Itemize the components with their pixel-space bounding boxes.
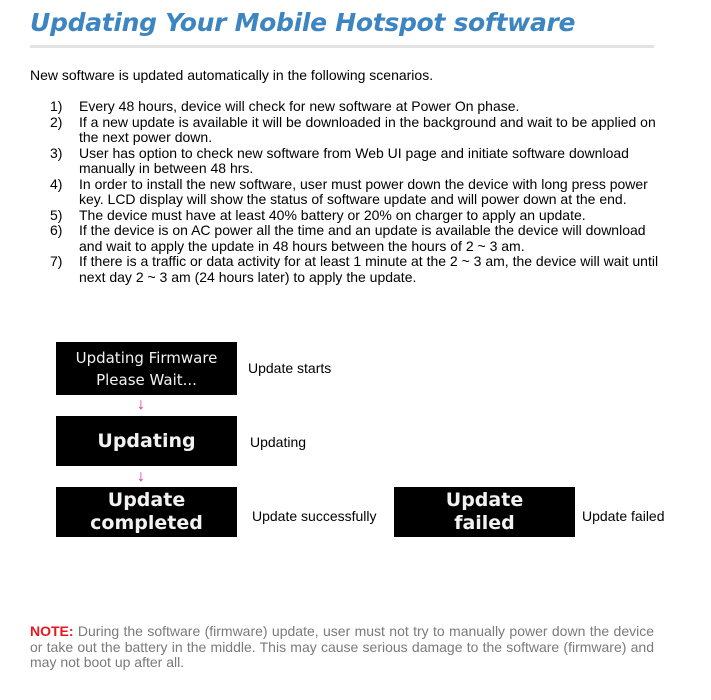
intro-text: New software is updated automatically in the following scenarios. [30, 67, 434, 83]
list-text: If there is a traffic or data activity for at least 1 minute at the 2 ~ 3 am, the device will wait until next day 2 ~ 3 am (24 hours later) to apply the update. [79, 253, 659, 285]
list-number: 4) [50, 175, 63, 192]
warning-note [30, 624, 654, 671]
list-text: The device must have at least 40% battery or 20% on charger to apply an update. [79, 206, 586, 223]
lcd-line-2: completed [90, 512, 203, 534]
caption-updating: Updating [250, 434, 307, 450]
list-item [50, 177, 670, 208]
lcd-line-2: Please Wait... [96, 370, 197, 389]
list-item [50, 115, 670, 146]
list-item [50, 208, 670, 224]
lcd-screen-update-starts [56, 342, 237, 395]
title-divider [30, 45, 654, 48]
caption-update-starts: Update starts [248, 360, 332, 376]
arrow-down-icon: ↓ [137, 468, 145, 485]
list-number: 3) [50, 144, 63, 161]
lcd-screen-updating [56, 416, 237, 466]
note-text: During the software (firmware) update, user must not try to manually power down the device or take out the battery in the middle. This may cause serious damage to the software (firmware) and may not boot up after all. [30, 623, 654, 670]
list-number: 1) [50, 98, 63, 114]
list-item [50, 146, 670, 177]
page-title: Updating Your Mobile Hotspot software [30, 8, 576, 37]
list-text: User has option to check new software from Web UI page and initiate software download manually in between 48 hrs. [79, 144, 629, 176]
list-number: 2) [50, 113, 63, 130]
list-item [50, 223, 670, 254]
list-number: 5) [50, 206, 63, 223]
list-number: 7) [50, 253, 63, 269]
list-text: In order to install the new software, user must power down the device with long press power key. LCD display will show the status of software update and will power down at the end. [79, 175, 648, 207]
lcd-screen-update-completed [56, 487, 237, 537]
list-number: 6) [50, 222, 63, 238]
scenario-list [50, 99, 670, 285]
list-text: If a new update is available it will be downloaded in the background and wait to be applied on the next power down. [79, 113, 656, 145]
note-label: NOTE: [30, 623, 74, 639]
lcd-line-1: Update [445, 489, 524, 511]
list-text: If the device is on AC power all the time and an update is available the device will download and wait to apply the update in 48 hours between the hours of 2 ~ 3 am. [79, 222, 646, 254]
caption-update-successfully: Update successfully [252, 508, 377, 524]
list-item [50, 99, 670, 115]
lcd-line-1: Updating [97, 429, 196, 452]
lcd-screen-update-failed [394, 487, 575, 537]
lcd-line-1: Update [107, 489, 186, 511]
arrow-down-icon: ↓ [137, 396, 145, 413]
lcd-line-2: failed [454, 512, 515, 534]
list-item [50, 254, 670, 285]
list-text: Every 48 hours, device will check for new software at Power On phase. [79, 98, 520, 114]
caption-update-failed: Update failed [582, 508, 665, 524]
lcd-line-1: Updating Firmware [75, 348, 218, 367]
